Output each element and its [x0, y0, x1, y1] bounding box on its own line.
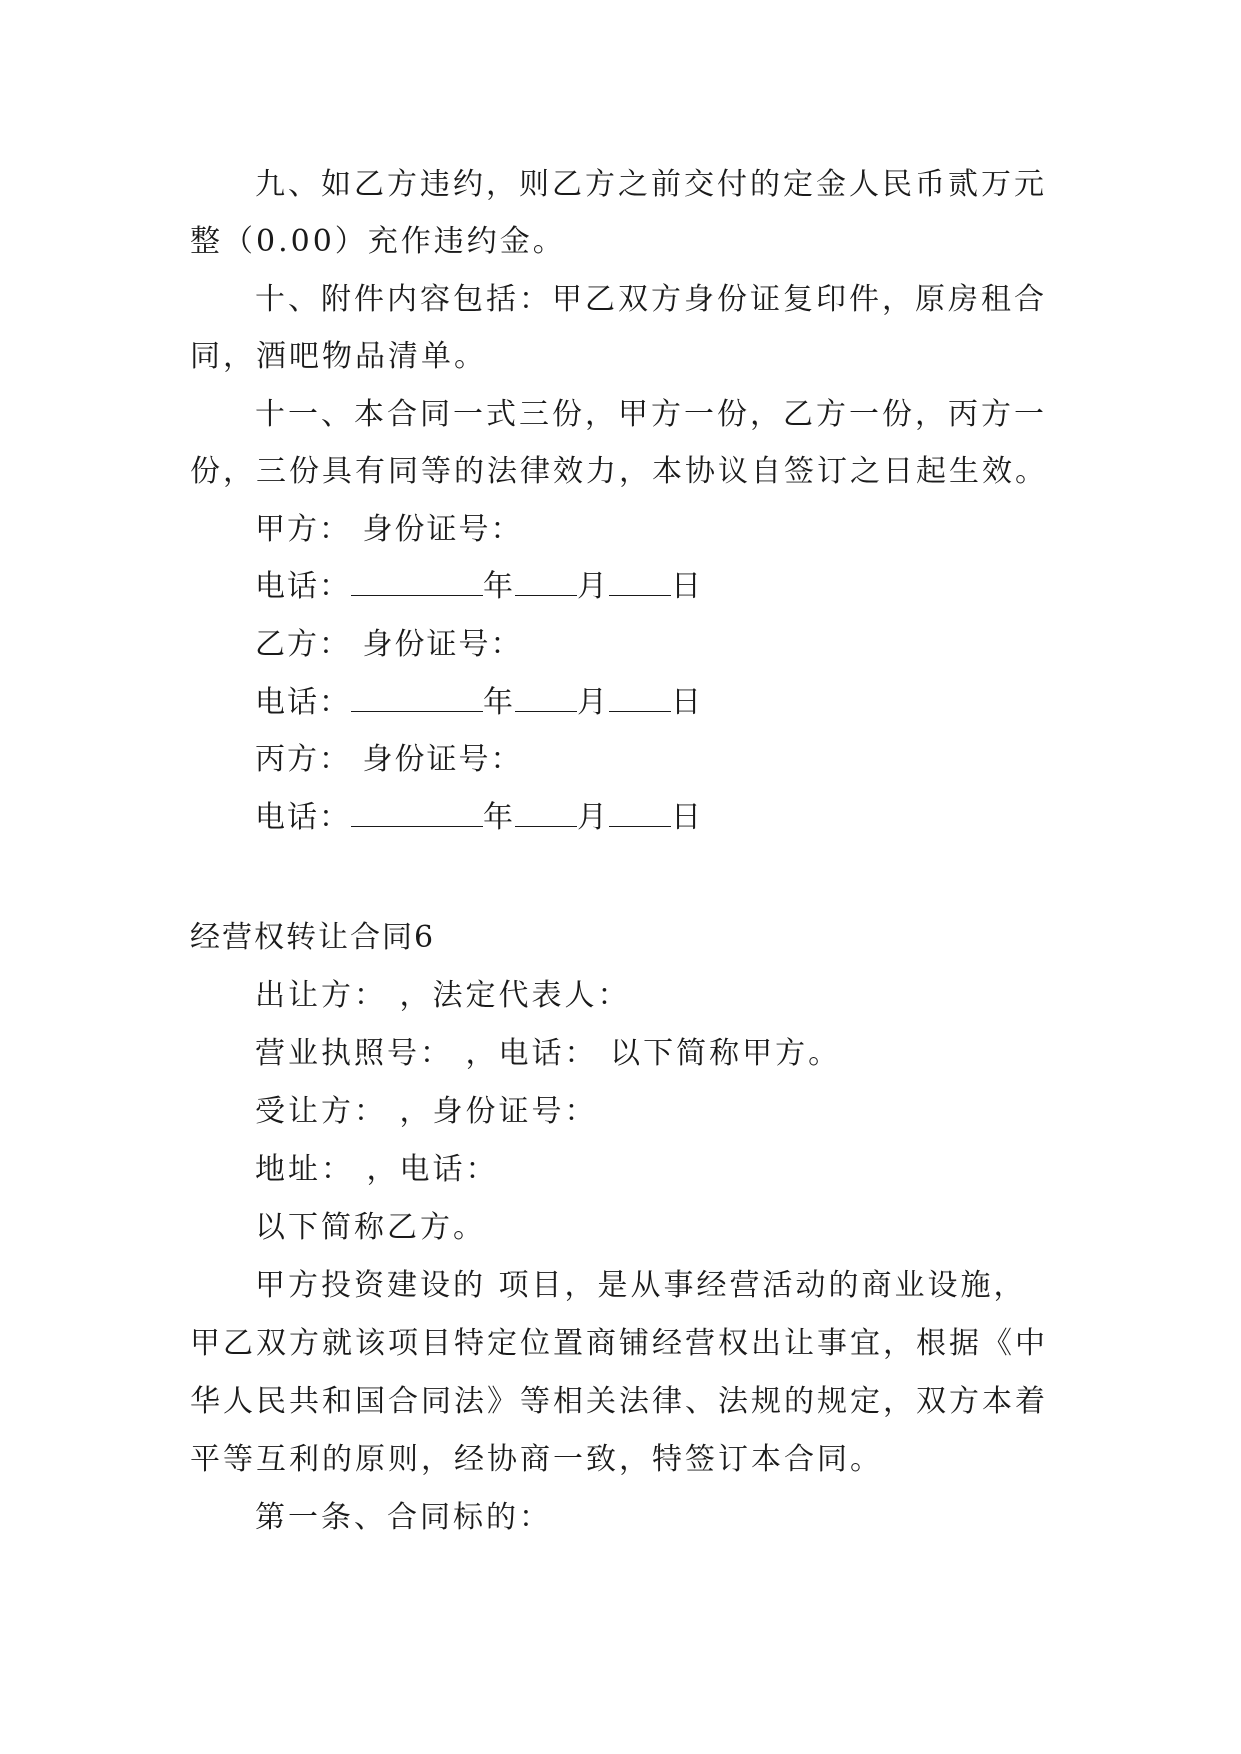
- article-1-heading: 第一条、合同标的：: [255, 1500, 552, 1535]
- clause-11-line-1: 十一、本合同一式三份，甲方一份，乙方一份，丙方一: [255, 397, 1047, 432]
- transferee-line: 受让方： ，身份证号：: [255, 1094, 598, 1129]
- preamble-line-2: 甲乙双方就该项目特定位置商铺经营权出让事宜，根据《中: [190, 1326, 1048, 1361]
- party-b-phone-date-line: [255, 683, 703, 723]
- phone-label: 电话：: [255, 800, 351, 835]
- phone-label: 电话：: [255, 569, 351, 604]
- party-c-id-line: 丙方： 身份证号：: [255, 742, 523, 777]
- year-label: 年: [483, 800, 515, 835]
- preamble-line-1: 甲方投资建设的 项目，是从事经营活动的商业设施，: [255, 1268, 1027, 1303]
- day-blank: [609, 683, 671, 712]
- party-b-alias-line: 以下简称乙方。: [255, 1210, 486, 1245]
- clause-10-line-2: 同，酒吧物品清单。: [190, 339, 487, 374]
- month-label: 月: [577, 569, 609, 604]
- clause-9-line-1: 九、如乙方违约，则乙方之前交付的定金人民币贰万元: [255, 167, 1047, 202]
- day-blank: [609, 798, 671, 827]
- month-blank: [515, 683, 577, 712]
- phone-blank: [351, 683, 483, 712]
- month-label: 月: [577, 685, 609, 720]
- day-label: 日: [671, 685, 703, 720]
- preamble-line-4: 平等互利的原则，经协商一致，特签订本合同。: [190, 1442, 883, 1477]
- preamble-line-3: 华人民共和国合同法》等相关法律、法规的规定，双方本着: [190, 1384, 1048, 1419]
- clause-11-line-2: 份，三份具有同等的法律效力，本协议自签订之日起生效。: [190, 454, 1048, 489]
- party-c-phone-date-line: [255, 798, 703, 838]
- day-blank: [609, 567, 671, 596]
- license-line: 营业执照号： ，电话： 以下简称甲方。: [255, 1036, 842, 1071]
- party-a-phone-date-line: [255, 567, 703, 607]
- year-label: 年: [483, 685, 515, 720]
- transferor-line: 出让方： ，法定代表人：: [255, 978, 631, 1013]
- party-b-id-line: 乙方： 身份证号：: [255, 627, 523, 662]
- section-title: 经营权转让合同6: [190, 920, 436, 955]
- phone-label: 电话：: [255, 685, 351, 720]
- month-blank: [515, 567, 577, 596]
- day-label: 日: [671, 800, 703, 835]
- phone-blank: [351, 567, 483, 596]
- clause-9-line-2: 整（0.00）充作违约金。: [190, 224, 566, 259]
- month-blank: [515, 798, 577, 827]
- clause-10-line-1: 十、附件内容包括：甲乙双方身份证复印件，原房租合: [255, 282, 1047, 317]
- address-line: 地址： ，电话：: [255, 1152, 499, 1187]
- year-label: 年: [483, 569, 515, 604]
- day-label: 日: [671, 569, 703, 604]
- phone-blank: [351, 798, 483, 827]
- month-label: 月: [577, 800, 609, 835]
- party-a-id-line: 甲方： 身份证号：: [255, 512, 523, 547]
